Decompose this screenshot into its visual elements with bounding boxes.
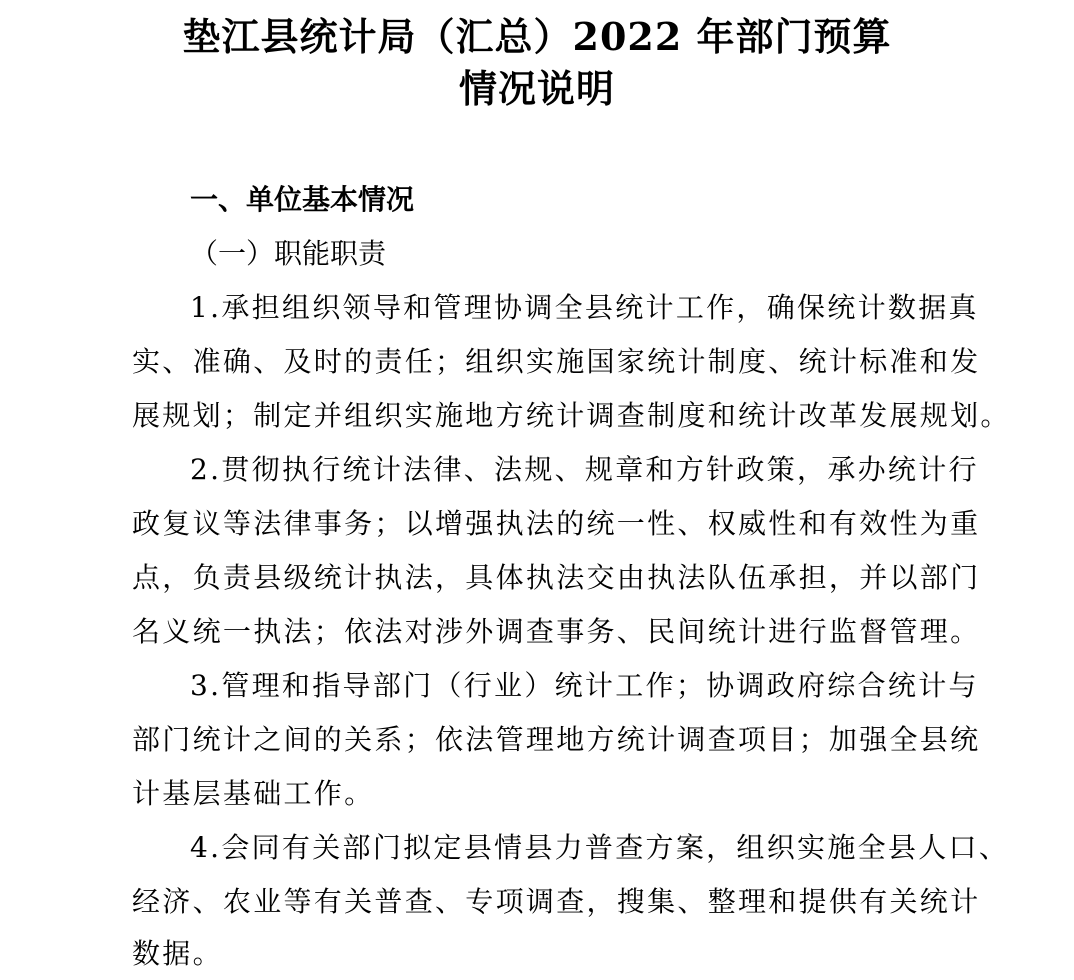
subsection-heading: （一）职能职责: [190, 237, 387, 270]
section-heading: 一、单位基本情况: [190, 183, 415, 216]
paragraph-1-line-2: 实、准确、及时的责任；组织实施国家统计制度、统计标准和发: [132, 345, 981, 378]
paragraph-2-line-2: 政复议等法律事务；以增强执法的统一性、权威性和有效性为重: [132, 507, 981, 540]
paragraph-1-line-3: 展规划；制定并组织实施地方统计调查制度和统计改革发展规划。: [132, 399, 1011, 432]
paragraph-2-line-1: 2.贯彻执行统计法律、法规、规章和方针政策，承办统计行: [190, 453, 979, 486]
paragraph-3-line-2: 部门统计之间的关系；依法管理地方统计调查项目；加强全县统: [132, 723, 981, 756]
paragraph-4-line-3: 数据。: [132, 937, 223, 970]
paragraph-3-line-3: 计基层基础工作。: [132, 777, 375, 810]
paragraph-3-line-1: 3.管理和指导部门（行业）统计工作；协调政府综合统计与: [190, 669, 979, 702]
paragraph-2-line-4: 名义统一执法；依法对涉外调查事务、民间统计进行监督管理。: [132, 615, 981, 648]
document-title-line2: 情况说明: [458, 66, 615, 111]
paragraph-1-line-1: 1.承担组织领导和管理协调全县统计工作，确保统计数据真: [190, 291, 979, 324]
paragraph-4-line-1: 4.会同有关部门拟定县情县力普查方案，组织实施全县人口、: [190, 831, 1010, 864]
paragraph-4-line-2: 经济、农业等有关普查、专项调查，搜集、整理和提供有关统计: [132, 885, 981, 918]
document-title: 垫江县统计局（汇总）2022 年部门预算: [182, 14, 892, 59]
paragraph-2-line-3: 点，负责县级统计执法，具体执法交由执法队伍承担，并以部门: [132, 561, 981, 594]
